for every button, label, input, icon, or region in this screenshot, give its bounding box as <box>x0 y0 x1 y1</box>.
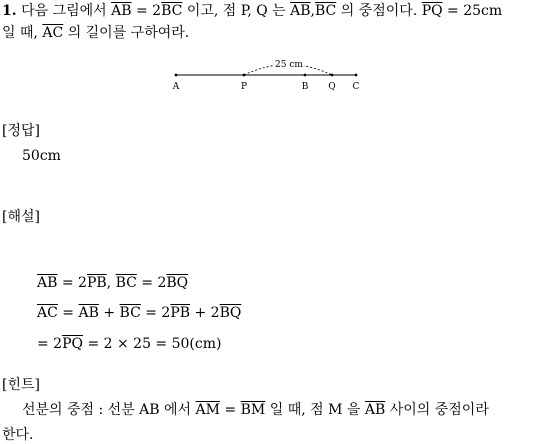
segment-pq: $\overline{PQ}$ <box>421 3 443 19</box>
problem-number: 1. <box>2 3 17 19</box>
segment-pb: $\overline{PB}$ <box>86 275 107 291</box>
segment-am: $\overline{AM}$ <box>195 402 220 418</box>
segment-bq: $\overline{BQ}$ <box>166 275 189 291</box>
hint-text: 선분의 중점 : 선분 AB 에서 <box>22 402 192 418</box>
point-label-q: Q <box>328 82 336 92</box>
math-eq: = 2 <box>145 305 171 321</box>
math-eq: = 2 <box>136 3 162 19</box>
math-eq: = 2 <box>61 275 87 291</box>
segment-bc: $\overline{BC}$ <box>161 3 183 19</box>
problem-line-1 <box>2 4 502 18</box>
segment-ab: $\overline{AB}$ <box>111 3 132 19</box>
math-plus: + <box>103 305 116 321</box>
segment-bq: $\overline{BQ}$ <box>219 305 242 321</box>
segment-diagram <box>168 58 368 94</box>
math-result: = 2 × 25 = 50(cm) <box>87 336 222 352</box>
distance-label: 25 cm <box>275 60 303 70</box>
segment-ab: $\overline{AB}$ <box>78 305 99 321</box>
segment-ab: $\overline{AB}$ <box>364 402 386 418</box>
segment-ac: $\overline{AC}$ <box>37 305 58 321</box>
answer-value: 50cm <box>22 148 61 164</box>
math-eq: = 2 <box>37 336 63 352</box>
math-eq: = 2 <box>141 275 167 291</box>
point-a <box>175 74 178 77</box>
solution-equation-3 <box>37 337 221 351</box>
segment-bm: $\overline{BM}$ <box>240 402 266 418</box>
problem-text: 다음 그림에서 <box>21 3 107 19</box>
segment-ab: $\overline{AB}$ <box>37 275 58 291</box>
segment-bc: $\overline{BC}$ <box>119 305 141 321</box>
math-eq: = <box>62 305 75 321</box>
point-label-c: C <box>352 82 360 92</box>
solution-equation-1 <box>37 276 188 290</box>
point-label-b: B <box>301 82 309 92</box>
segment-bc: $\overline{BC}$ <box>314 3 337 19</box>
hint-line-1 <box>22 403 489 417</box>
hint-header: [힌트] <box>2 377 40 393</box>
point-c <box>355 74 358 77</box>
hint-line-2: 한다. <box>2 427 34 443</box>
math-plus: + 2 <box>194 305 220 321</box>
segment-pb: $\overline{PB}$ <box>170 305 191 321</box>
hint-text: 일 때, 점 M 을 <box>269 402 361 418</box>
math-eq: = <box>224 402 237 418</box>
segment-ab: $\overline{AB}$ <box>290 3 311 19</box>
comma: , <box>106 275 112 291</box>
problem-text: 일 때, <box>2 25 38 41</box>
segment-ac: $\overline{AC}$ <box>42 25 64 41</box>
point-p <box>243 74 246 77</box>
problem-text: 의 길이를 구하여라. <box>67 25 190 41</box>
point-label-p: P <box>240 82 248 92</box>
segment-bc: $\overline{BC}$ <box>115 275 137 291</box>
math-eq: = 25cm <box>447 3 503 19</box>
answer-header: [정답] <box>2 123 40 139</box>
problem-line-2 <box>2 26 189 40</box>
problem-text: 의 중점이다. <box>340 3 418 19</box>
hint-text: 사이의 중점이라 <box>389 402 489 418</box>
comma: , <box>310 3 315 19</box>
solution-header: [해설] <box>2 209 40 225</box>
solution-equation-2 <box>37 306 241 320</box>
point-label-a: A <box>172 82 180 92</box>
segment-pq: $\overline{PQ}$ <box>62 336 83 352</box>
point-q <box>331 74 334 77</box>
point-b <box>304 74 307 77</box>
problem-text: 이고, 점 P, Q 는 <box>186 3 286 19</box>
